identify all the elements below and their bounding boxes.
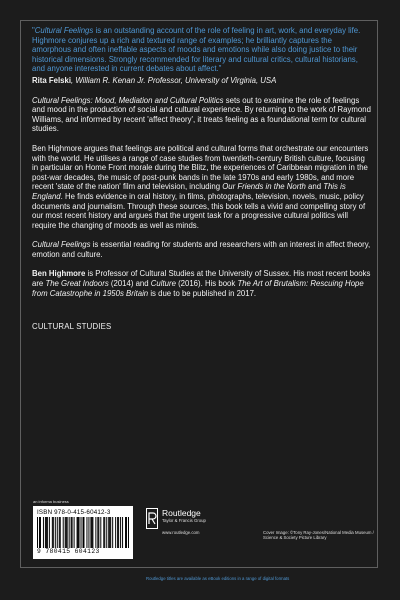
barcode-bar	[91, 517, 92, 548]
publisher-group: Taylor & Francis Group	[162, 518, 206, 523]
barcode-bar	[55, 517, 56, 548]
barcode-bar	[67, 517, 68, 548]
barcode-bar	[52, 517, 53, 548]
barcode-bar	[104, 517, 105, 548]
barcode-bar	[100, 517, 101, 548]
barcode-bar	[106, 517, 107, 548]
barcode-bar	[128, 517, 129, 548]
cover-image-credit: Cover Image: ©Tony Ray-Jones/National Media Museum / Science & Society Picture Library	[263, 530, 374, 541]
barcode-bar	[90, 517, 91, 548]
barcode-bar	[79, 517, 80, 548]
endorsement-attribution	[32, 76, 372, 86]
barcode-bar	[109, 517, 110, 548]
barcode-bar	[63, 517, 64, 548]
description-paragraph-2	[32, 144, 372, 230]
barcode-bar	[66, 517, 67, 548]
description-3-title: Cultural Feelings	[32, 240, 91, 250]
publisher-name: Routledge	[162, 508, 201, 518]
quote-book-title: Cultural Feelings	[34, 26, 94, 35]
informa-business-label: an informa business	[33, 499, 69, 504]
barcode-bar	[72, 517, 73, 548]
author-bio	[32, 269, 372, 298]
barcode-bar	[103, 517, 104, 548]
barcode-bar	[98, 517, 99, 548]
ebook-availability-note: Routledge titles are available as eBook editions in a range of digital formats	[146, 576, 290, 581]
barcode-bar	[40, 517, 41, 548]
barcode-bar	[86, 517, 87, 548]
barcode-bar	[97, 517, 98, 548]
barcode-bar	[112, 517, 113, 548]
author-name: Ben Highmore	[32, 269, 86, 279]
bio-text-c: (2016). His book	[175, 279, 238, 289]
bio-book-a: The Great Indoors	[45, 279, 109, 289]
barcode-bar	[57, 517, 58, 548]
barcode-bar	[45, 517, 46, 548]
publisher-url: www.routledge.com	[162, 530, 200, 535]
description-3-text: is essential reading for students and researchers with an interest in affect theory, emotion and culture.	[32, 240, 371, 259]
barcode-bars	[37, 517, 129, 548]
bio-book-c: The Art of Brutalism: Rescuing Hope from Catastrophe in 1950s Britain	[32, 279, 364, 298]
barcode-bar	[81, 517, 82, 548]
description-2-text-c: . He finds evidence in oral history, in films, photographs, television, novels, music, policy documents and journalism. Through these sources, this book tells a vivid and compelling story of our most recent history and argues that the urgent task for a progressive cultural politics will require the changing of moods as well as minds.	[32, 191, 366, 230]
barcode-bar	[125, 517, 126, 548]
bio-book-b: Culture	[150, 279, 176, 289]
barcode-bar	[60, 517, 61, 548]
barcode-bar	[46, 517, 47, 548]
description-2-text-a: Ben Highmore argues that feelings are political and cultural forms that orchestrate our encounters with the world. He utilises a range of case studies from twentieth-century British culture, focusing in particular on Home Front morale during the Blitz, the experiences of Caribbean migration in the post-war decades, the music of post-punk bands in the late 1970s and early 1980s, and more recent 'state of the nation' film and television, including	[32, 143, 369, 192]
description-2-title-a: Our Friends in the North	[222, 182, 306, 192]
barcode-bar	[122, 517, 123, 548]
open-quote-mark: "	[32, 26, 35, 35]
barcode-bar	[83, 517, 84, 548]
bio-text-a: is Professor of Cultural Studies at the University of Sussex. His most recent books are	[32, 269, 371, 289]
isbn-label: ISBN 978-0-415-60412-3	[37, 509, 111, 516]
blurb-column	[32, 26, 372, 332]
barcode-bar	[88, 517, 89, 548]
routledge-logo-icon	[146, 508, 158, 529]
subject-category: CULTURAL STUDIES	[32, 322, 112, 332]
endorser-affiliation: , William R. Kenan Jr. Professor, University of Virginia, USA	[71, 75, 277, 85]
barcode-bar	[53, 517, 54, 548]
barcode-bar	[49, 517, 50, 548]
barcode-bar	[118, 517, 119, 548]
endorsement-quote	[32, 26, 372, 74]
barcode-bar	[77, 517, 78, 548]
bio-text-b: (2014) and	[108, 279, 151, 289]
quote-text: is an outstanding account of the role of feeling in art, work, and everyday life. Highmore conjures up a rich and textured range of examples; he brilliantly captures the amorphous and often ineffable aspects of moods and emotions while also doing justice to their historical dimensions. Strongly recommended for literary and cultural critics, cultural historians, and anyone interested in current debates about affect."	[32, 26, 361, 74]
barcode-bar	[71, 517, 72, 548]
barcode-bar	[120, 517, 121, 548]
barcode-bar	[83, 517, 84, 548]
barcode-bar	[92, 517, 93, 548]
publisher-block	[146, 508, 206, 535]
description-2-title-b: This is England	[32, 182, 346, 201]
barcode-bar	[43, 517, 44, 548]
barcode-bar	[69, 517, 70, 548]
barcode-bar	[117, 517, 118, 548]
barcode-bar	[74, 517, 75, 548]
description-paragraph-1	[32, 96, 372, 134]
endorser-name: Rita Felski	[32, 75, 71, 85]
barcode-bar	[47, 517, 48, 548]
barcode-bar	[110, 517, 111, 548]
barcode-bar	[37, 517, 38, 548]
description-1-text: sets out to examine the role of feelings and mood in the production of social and cultural experience. By returning to the work of Raymond Williams, and informed by recent 'affect theory', it treats feeling as a foundational term for cultural studies.	[32, 95, 371, 134]
isbn-digits: 9 780415 604123	[37, 548, 100, 555]
barcode-bar	[59, 517, 60, 548]
bio-text-d: is due to be published in 2017.	[148, 288, 257, 298]
description-2-text-b: and	[305, 182, 324, 192]
barcode-bar	[126, 517, 127, 548]
description-1-title: Cultural Feelings: Mood, Mediation and Cultural Politics	[32, 95, 224, 105]
barcode-bar	[78, 517, 79, 548]
barcode-bar	[108, 517, 109, 548]
barcode-bar	[115, 517, 116, 548]
barcode-bar	[65, 517, 66, 548]
barcode-bar	[95, 517, 96, 548]
publisher-text	[162, 508, 206, 535]
barcode-bar	[39, 517, 40, 548]
isbn-barcode	[33, 506, 133, 559]
description-paragraph-3	[32, 240, 372, 259]
